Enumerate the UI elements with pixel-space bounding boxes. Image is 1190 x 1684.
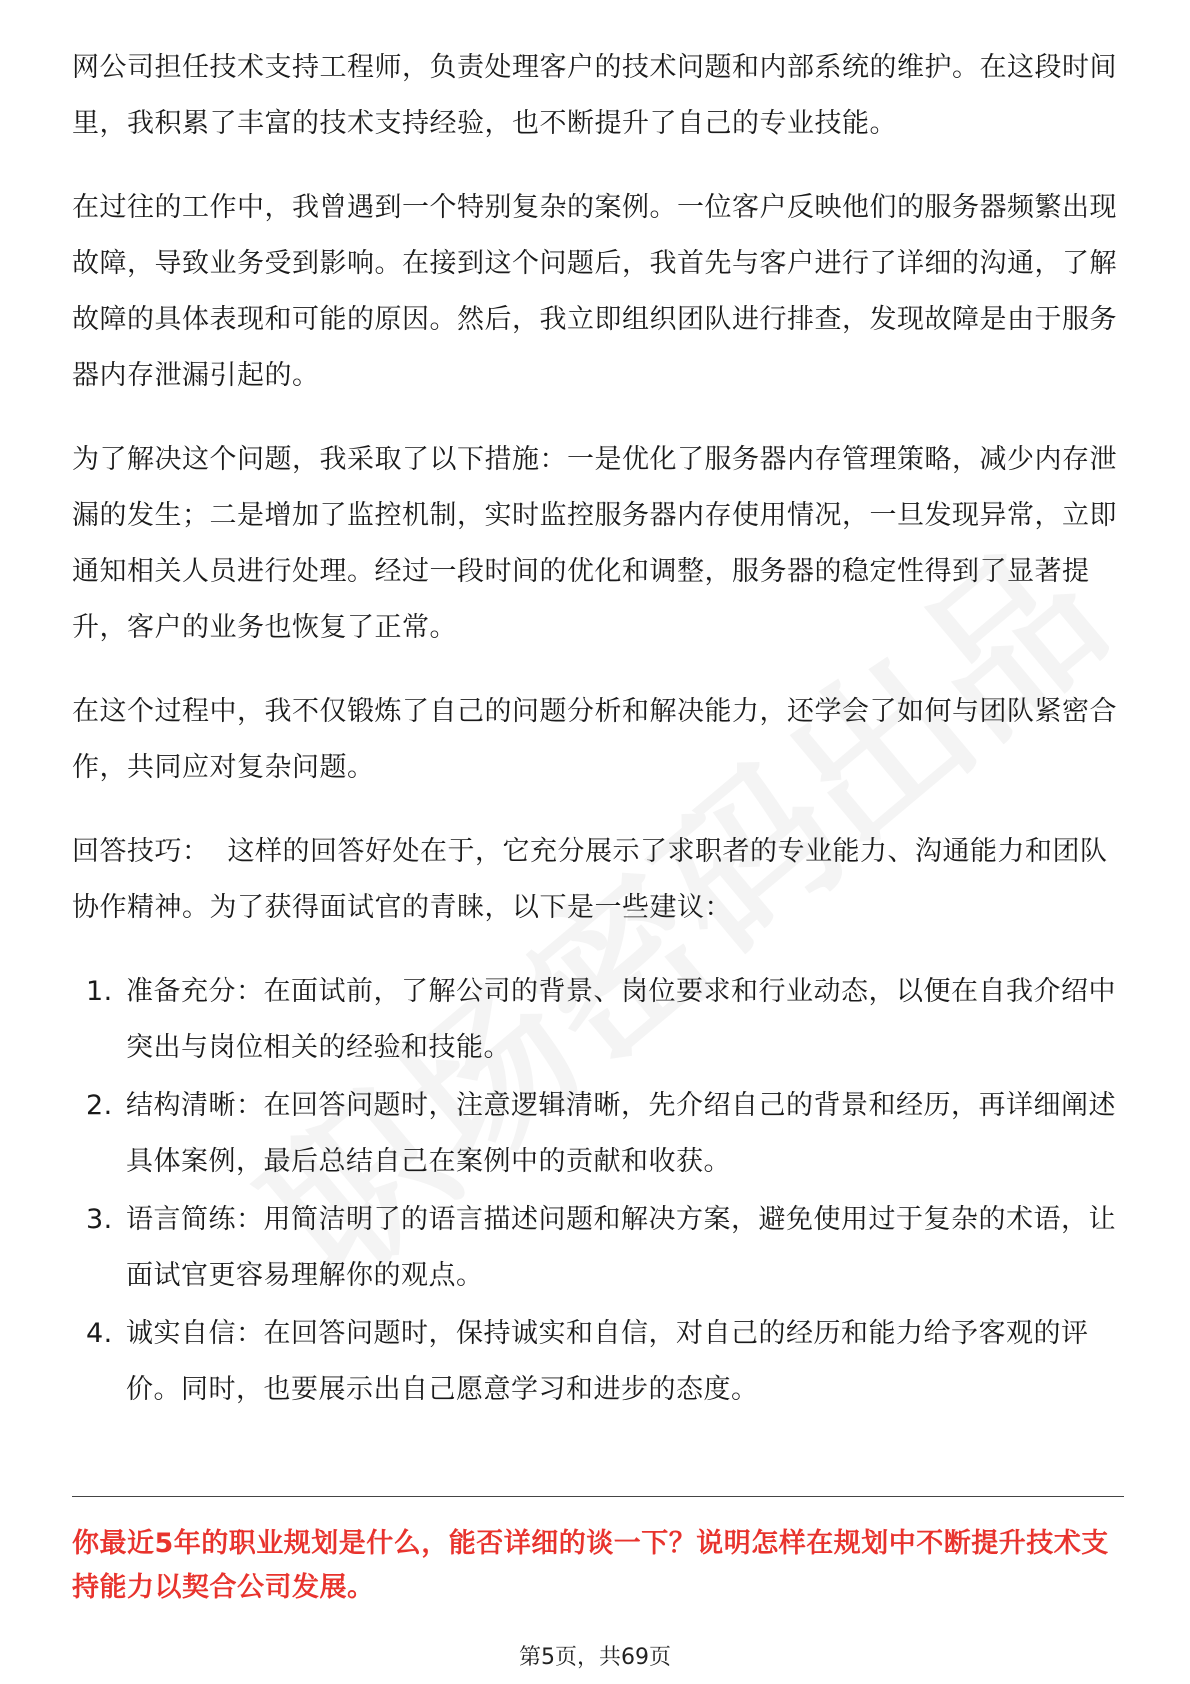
paragraph-case: 在过往的工作中，我曾遇到一个特别复杂的案例。一位客户反映他们的服务器频繁出现故障，导致业务受到影响。在接到这个问题后，我首先与客户进行了详细的沟通，了解故障的具体表现和可能的原因。然后，我立即组织团队进行排查，发现故障是由于服务器内存泄漏引起的。 — [72, 192, 1117, 391]
document-body — [72, 40, 1132, 1420]
next-question-heading: 你最近5年的职业规划是什么，能否详细的谈一下？说明怎样在规划中不断提升技术支持能力以契合公司发展。 — [72, 1528, 1109, 1603]
list-number: 1. — [86, 976, 113, 1007]
suggestion-list — [72, 964, 1132, 1418]
list-number: 4. — [86, 1318, 113, 1349]
list-item-text: 结构清晰：在回答问题时，注意逻辑清晰，先介绍自己的背景和经历，再详细阐述具体案例，最后总结自己在案例中的贡献和收获。 — [126, 1090, 1116, 1177]
list-item — [72, 1306, 1132, 1418]
paragraph-reflection: 在这个过程中，我不仅锻炼了自己的问题分析和解决能力，还学会了如何与团队紧密合作，共同应对复杂问题。 — [72, 696, 1117, 783]
list-number: 2. — [86, 1090, 113, 1121]
list-item — [72, 964, 1132, 1076]
list-number: 3. — [86, 1204, 113, 1235]
paragraph-intro: 网公司担任技术支持工程师，负责处理客户的技术问题和内部系统的维护。在这段时间里，我积累了丰富的技术支持经验，也不断提升了自己的专业技能。 — [72, 52, 1117, 139]
list-item-text: 语言简练：用简洁明了的语言描述问题和解决方案，避免使用过于复杂的术语，让面试官更容易理解你的观点。 — [126, 1204, 1116, 1291]
page-number: 第5页，共69页 — [519, 1645, 671, 1670]
answer-tips — [72, 824, 1132, 936]
tips-label: 回答技巧： — [72, 836, 210, 867]
section-divider — [72, 1496, 1124, 1497]
list-item — [72, 1192, 1132, 1304]
list-item-text: 准备充分：在面试前，了解公司的背景、岗位要求和行业动态，以便在自我介绍中突出与岗位相关的经验和技能。 — [126, 976, 1116, 1063]
list-item-text: 诚实自信：在回答问题时，保持诚实和自信，对自己的经历和能力给予客观的评价。同时，也要展示出自己愿意学习和进步的态度。 — [126, 1318, 1089, 1405]
tips-text: 这样的回答好处在于，它充分展示了求职者的专业能力、沟通能力和团队协作精神。为了获得面试官的青睐，以下是一些建议： — [72, 836, 1108, 923]
paragraph-measures: 为了解决这个问题，我采取了以下措施：一是优化了服务器内存管理策略，减少内存泄漏的发生；二是增加了监控机制，实时监控服务器内存使用情况，一旦发现异常，立即通知相关人员进行处理。经过一段时间的优化和调整，服务器的稳定性得到了显著提升，客户的业务也恢复了正常。 — [72, 444, 1117, 643]
list-item — [72, 1078, 1132, 1190]
